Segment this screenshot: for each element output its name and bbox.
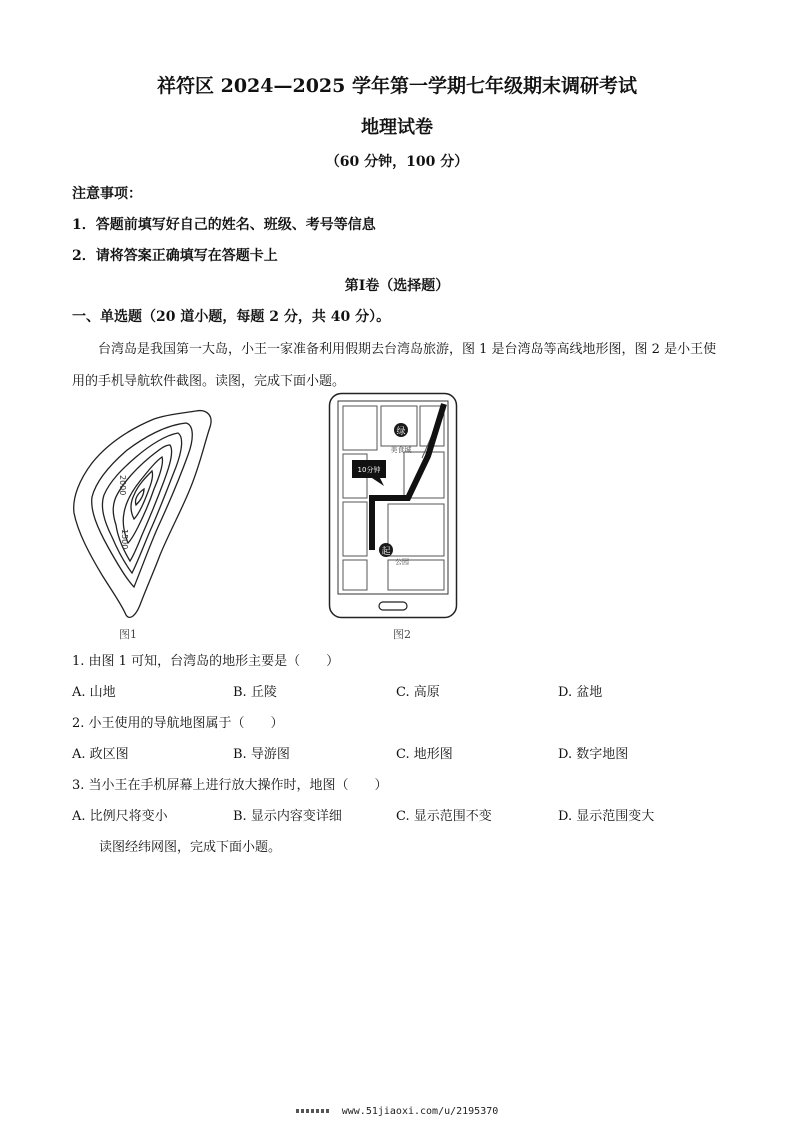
- contour-label: 2000: [118, 475, 127, 496]
- notes-heading: 注意事项：: [72, 186, 142, 202]
- home-button: [379, 602, 407, 610]
- question-option: A. 山地: [72, 685, 116, 700]
- exam-title: 祥符区 2024—2025 学年第一学期七年级期末调研考试: [157, 75, 637, 97]
- question-stem: 3. 当小王在手机屏幕上进行放大操作时，地图（ ）: [72, 778, 388, 793]
- question-option: B. 丘陵: [233, 685, 277, 700]
- question-stem: 1. 由图 1 可知，台湾岛的地形主要是（ ）: [72, 654, 340, 669]
- question-option: D. 显示范围变大: [558, 809, 655, 824]
- footer-url-text: www.51jiaoxi.com/u/2195370: [341, 1106, 499, 1117]
- note-item: 2．请将答案正确填写在答题卡上: [72, 248, 278, 264]
- question-option: D. 数字地图: [558, 747, 629, 762]
- question-option: D. 盆地: [558, 685, 603, 700]
- destination-marker-text: 绿: [396, 427, 406, 437]
- question-option: C. 高原: [396, 685, 440, 700]
- figure-1-contour-map: [68, 405, 230, 623]
- next-group-prompt: 读图经纬网图，完成下面小题。: [99, 840, 282, 855]
- exam-duration: （60 分钟，100 分）: [325, 154, 469, 170]
- section-title: 第Ⅰ卷（选择题）: [344, 278, 450, 294]
- intro-paragraph: 台湾岛是我国第一大岛，小王一家准备利用假期去台湾岛旅游，图 1 是台湾岛等高线地形图，图 2 是小王使用的手机导航软件截图。读图，完成下面小题。: [72, 342, 717, 389]
- figure-2-phone-map: [328, 392, 458, 620]
- footer-logo-icon: [296, 1109, 330, 1113]
- figure-1-caption: 图1: [119, 628, 137, 641]
- question-option: B. 导游图: [233, 747, 290, 762]
- question-stem: 2. 小王使用的导航地图属于（ ）: [72, 716, 284, 731]
- question-option: C. 显示范围不变: [396, 809, 492, 824]
- contour-line: [135, 489, 144, 505]
- time-label: 10分钟: [357, 466, 381, 474]
- exam-subject: 地理试卷: [361, 117, 433, 138]
- part-heading: 一、单选题（20 道小题，每题 2 分，共 40 分）。: [72, 309, 391, 325]
- question-option: B. 显示内容变详细: [233, 809, 342, 824]
- question-option: A. 比例尺将变小: [72, 809, 168, 824]
- question-option: A. 政区图: [72, 747, 129, 762]
- start-label: 公园: [395, 558, 409, 566]
- note-item: 1．答题前填写好自己的姓名、班级、考号等信息: [72, 217, 376, 233]
- destination-label: 美食城: [390, 446, 412, 454]
- contour-label: 1500: [120, 529, 129, 550]
- question-option: C. 地形图: [396, 747, 453, 762]
- start-marker-text: 起: [381, 547, 391, 557]
- footer-url[interactable]: [0, 1106, 794, 1117]
- figure-2-caption: 图2: [393, 628, 411, 641]
